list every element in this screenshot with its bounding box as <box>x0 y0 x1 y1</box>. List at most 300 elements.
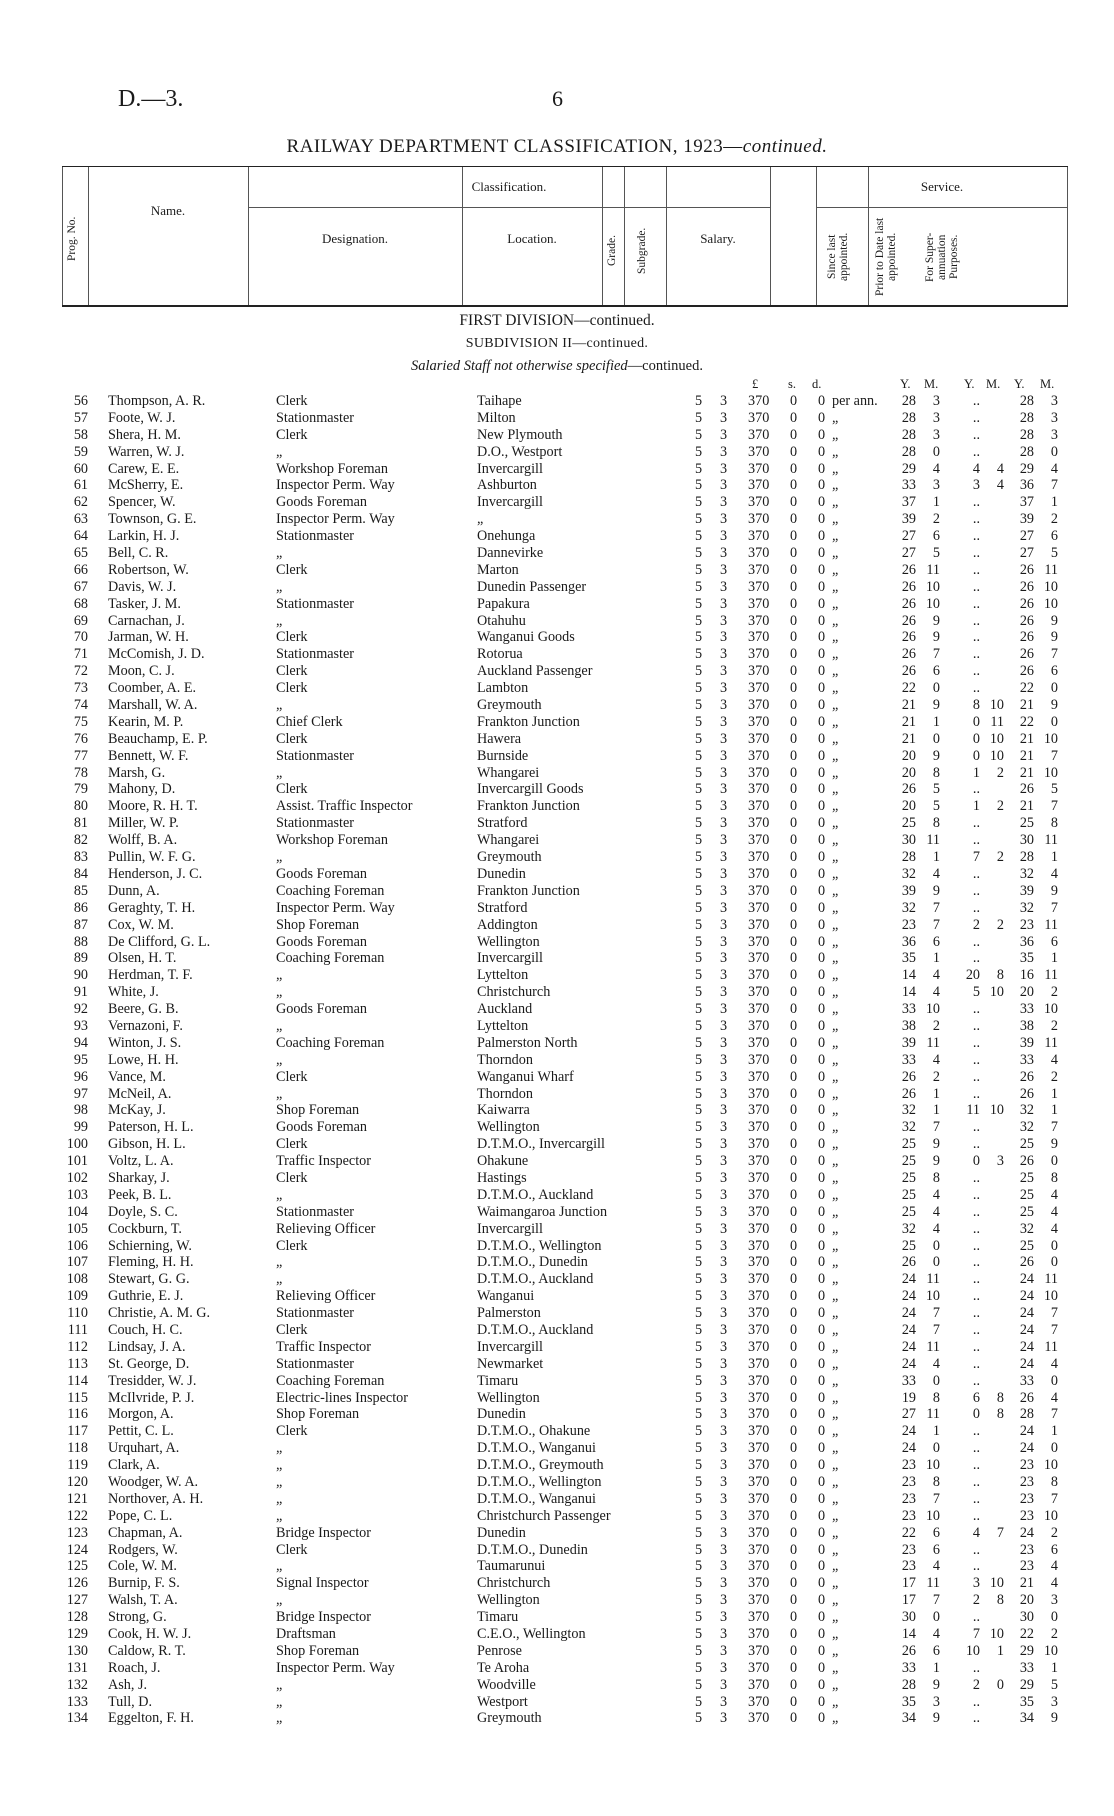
cell-salary-pounds: 370 <box>748 1169 770 1186</box>
cell-subgrade: 3 <box>720 1676 728 1693</box>
cell-salary-pounds: 370 <box>748 984 770 1001</box>
table-row <box>0 680 1114 697</box>
cell-salary-shillings: 0 <box>790 1237 798 1254</box>
cell-salary-pence: 0 <box>818 865 826 882</box>
cell-grade: 5 <box>695 967 703 984</box>
cell-salary-shillings: 0 <box>790 1642 798 1659</box>
cell-subgrade: 3 <box>720 1457 728 1474</box>
cell-designation: Shop Foreman <box>276 916 360 933</box>
cell-since-months: 11 <box>926 832 940 849</box>
cell-super-years: 21 <box>1019 697 1034 714</box>
cell-subgrade: 3 <box>720 1321 728 1338</box>
cell-name: Guthrie, E. J. <box>108 1288 184 1305</box>
cell-grade: 5 <box>695 1406 703 1423</box>
table-row <box>0 1542 1114 1559</box>
cell-location: D.T.M.O., Auckland <box>477 1186 594 1203</box>
cell-salary-period: „ <box>832 1423 839 1440</box>
cell-designation: „ <box>276 545 283 562</box>
unit-months-since: M. <box>924 377 939 391</box>
cell-location: Hawera <box>477 730 522 747</box>
cell-super-years: 28 <box>1019 1406 1034 1423</box>
cell-salary-pounds: 370 <box>748 578 770 595</box>
cell-location: Invercargill <box>477 1220 543 1237</box>
cell-subgrade: 3 <box>720 595 728 612</box>
cell-salary-pounds: 370 <box>748 528 770 545</box>
cell-since-months: 0 <box>932 1237 940 1254</box>
cell-location: Invercargill Goods <box>477 781 584 798</box>
cell-super-months: 1 <box>1050 950 1058 967</box>
cell-grade: 5 <box>695 899 703 916</box>
cell-super-months: 10 <box>1043 1507 1058 1524</box>
cell-prior-months: 10 <box>989 730 1004 747</box>
cell-since-years: 35 <box>901 950 916 967</box>
cell-name: Moore, R. H. T. <box>108 798 198 815</box>
cell-salary-shillings: 0 <box>790 1271 798 1288</box>
cell-designation: Chief Clerk <box>276 713 343 730</box>
cell-salary-shillings: 0 <box>790 528 798 545</box>
cell-super-months: 1 <box>1050 849 1058 866</box>
cell-prior-years: 2 <box>972 1676 980 1693</box>
table-row <box>0 427 1114 444</box>
cell-salary-period: „ <box>832 1507 839 1524</box>
cell-since-years: 26 <box>901 561 916 578</box>
cell-super-months: 4 <box>1050 1203 1058 1220</box>
cell-subgrade: 3 <box>720 1220 728 1237</box>
cell-since-months: 1 <box>932 1102 940 1119</box>
cell-prior-years: .. <box>972 1288 980 1305</box>
cell-super-months: 0 <box>1050 443 1058 460</box>
cell-name: Christie, A. M. G. <box>108 1305 211 1322</box>
cell-since-months: 8 <box>932 815 940 832</box>
cell-since-months: 10 <box>925 1507 940 1524</box>
cell-salary-period: „ <box>832 916 839 933</box>
cell-salary-shillings: 0 <box>790 1693 798 1710</box>
cell-grade: 5 <box>695 1575 703 1592</box>
cell-salary-period: „ <box>832 1220 839 1237</box>
header-salary: Salary. <box>700 231 736 246</box>
cell-subgrade: 3 <box>720 1575 728 1592</box>
cell-prior-years: 10 <box>965 1642 980 1659</box>
cell-prog-no: 56 <box>73 393 88 409</box>
cell-salary-pence: 0 <box>818 1203 826 1220</box>
cell-prior-months: 8 <box>996 1406 1004 1423</box>
cell-name: Schierning, W. <box>108 1237 192 1254</box>
cell-subgrade: 3 <box>720 1237 728 1254</box>
cell-grade: 5 <box>695 1001 703 1018</box>
table-row <box>0 1153 1114 1170</box>
cell-name: Morgon, A. <box>108 1406 174 1423</box>
cell-since-months: 7 <box>932 899 940 916</box>
cell-prior-years: .. <box>972 1338 980 1355</box>
cell-salary-period: „ <box>832 1338 839 1355</box>
cell-super-years: 23 <box>1019 1474 1034 1490</box>
table-row <box>0 883 1114 900</box>
cell-super-months: 9 <box>1050 612 1058 629</box>
cell-since-months: 5 <box>932 781 940 798</box>
cell-name: Vernazoni, F. <box>108 1017 183 1034</box>
cell-salary-period: „ <box>832 511 839 528</box>
cell-prog-no: 80 <box>73 798 88 815</box>
cell-location: Penrose <box>477 1642 522 1659</box>
cell-prog-no: 91 <box>73 984 88 1001</box>
table-row <box>0 1592 1114 1609</box>
cell-since-months: 0 <box>932 1440 940 1457</box>
cell-super-months: 7 <box>1050 1321 1058 1338</box>
cell-salary-shillings: 0 <box>790 1102 798 1119</box>
cell-since-years: 28 <box>901 426 916 443</box>
cell-designation: Inspector Perm. Way <box>276 477 395 494</box>
cell-since-years: 23 <box>901 1507 916 1524</box>
cell-prior-years: 7 <box>972 849 980 866</box>
cell-prog-no: 111 <box>67 1321 88 1338</box>
cell-prior-years: .. <box>972 1457 980 1474</box>
cell-prior-years: 8 <box>972 697 980 714</box>
cell-name: Marsh, G. <box>108 764 166 781</box>
cell-salary-period: „ <box>832 950 839 967</box>
cell-subgrade: 3 <box>720 1305 728 1322</box>
cell-salary-shillings: 0 <box>790 1288 798 1305</box>
cell-salary-period: „ <box>832 1693 839 1710</box>
cell-salary-pounds: 370 <box>748 612 770 629</box>
cell-prior-years: .. <box>972 1119 980 1136</box>
cell-grade: 5 <box>695 612 703 629</box>
header-designation: Designation. <box>321 231 389 246</box>
cell-salary-shillings: 0 <box>790 1626 798 1643</box>
cell-designation: „ <box>276 1710 283 1727</box>
cell-super-years: 16 <box>1019 967 1034 984</box>
cell-location: Westport <box>477 1693 528 1710</box>
cell-since-months: 11 <box>926 1034 940 1051</box>
cell-prior-years: .. <box>972 1001 980 1018</box>
cell-salary-pence: 0 <box>818 1474 826 1490</box>
cell-designation: Clerk <box>276 1237 308 1254</box>
table-row <box>0 697 1114 714</box>
cell-super-months: 0 <box>1050 1237 1058 1254</box>
cell-since-years: 36 <box>901 933 916 950</box>
cell-prior-years: .. <box>972 933 980 950</box>
cell-location: D.T.M.O., Wellington <box>477 1474 602 1490</box>
cell-salary-pounds: 370 <box>748 595 770 612</box>
cell-prog-no: 73 <box>73 680 88 697</box>
cell-super-months: 11 <box>1044 1034 1058 1051</box>
cell-salary-pounds: 370 <box>748 1220 770 1237</box>
cell-salary-period: „ <box>832 629 839 646</box>
cell-designation: Coaching Foreman <box>276 950 385 967</box>
cell-name: McNeil, A. <box>108 1085 172 1102</box>
cell-designation: „ <box>276 1051 283 1068</box>
table-row <box>0 477 1114 494</box>
cell-prior-years: .. <box>972 1017 980 1034</box>
cell-prog-no: 125 <box>66 1558 88 1575</box>
cell-salary-pounds: 370 <box>748 1288 770 1305</box>
table-row <box>0 1238 1114 1255</box>
cell-salary-pounds: 370 <box>748 646 770 663</box>
division-heading: FIRST DIVISION—continued. <box>459 312 655 329</box>
cell-since-months: 3 <box>932 1693 940 1710</box>
cell-salary-pounds: 370 <box>748 899 770 916</box>
cell-grade: 5 <box>695 1541 703 1558</box>
cell-prior-years: 1 <box>972 798 980 815</box>
cell-prog-no: 81 <box>73 815 88 832</box>
cell-location: Auckland Passenger <box>477 663 593 680</box>
cell-designation: Goods Foreman <box>276 494 368 511</box>
cell-prior-years: .. <box>972 1186 980 1203</box>
cell-designation: Signal Inspector <box>276 1575 369 1592</box>
cell-grade: 5 <box>695 747 703 764</box>
cell-prog-no: 124 <box>66 1541 88 1558</box>
cell-name: Bell, C. R. <box>108 545 169 562</box>
cell-super-months: 2 <box>1050 1524 1058 1541</box>
cell-since-months: 10 <box>925 1001 940 1018</box>
cell-designation: „ <box>276 1457 283 1474</box>
cell-since-years: 32 <box>901 899 916 916</box>
cell-location: D.T.M.O., Invercargill <box>477 1136 605 1153</box>
cell-salary-period: „ <box>832 1575 839 1592</box>
cell-prior-years: 2 <box>972 1592 980 1609</box>
cell-salary-pence: 0 <box>818 1051 826 1068</box>
cell-salary-pence: 0 <box>818 849 826 866</box>
table-row <box>0 1221 1114 1238</box>
cell-subgrade: 3 <box>720 984 728 1001</box>
cell-prog-no: 114 <box>67 1372 88 1389</box>
cell-location: Wanganui Wharf <box>477 1068 574 1085</box>
table-row <box>0 984 1114 1001</box>
cell-super-years: 39 <box>1019 882 1034 899</box>
cell-subgrade: 3 <box>720 747 728 764</box>
cell-salary-period: „ <box>832 1710 839 1727</box>
cell-grade: 5 <box>695 1558 703 1575</box>
cell-designation: Workshop Foreman <box>276 832 388 849</box>
cell-super-months: 2 <box>1050 1626 1058 1643</box>
cell-subgrade: 3 <box>720 1338 728 1355</box>
header-grade: Grade. <box>606 235 618 267</box>
cell-since-months: 8 <box>932 1389 940 1406</box>
cell-since-years: 26 <box>901 646 916 663</box>
cell-grade: 5 <box>695 1642 703 1659</box>
cell-salary-pence: 0 <box>818 1423 826 1440</box>
cell-prior-months: 8 <box>996 1592 1004 1609</box>
cell-since-years: 28 <box>901 849 916 866</box>
cell-since-months: 9 <box>932 629 940 646</box>
cell-grade: 5 <box>695 1372 703 1389</box>
cell-location: Dunedin <box>477 1406 526 1423</box>
table-row <box>0 1677 1114 1694</box>
cell-since-months: 11 <box>926 1271 940 1288</box>
cell-prog-no: 112 <box>67 1338 88 1355</box>
cell-grade: 5 <box>695 815 703 832</box>
cell-location: Wanganui <box>477 1288 535 1305</box>
cell-location: Invercargill <box>477 950 543 967</box>
cell-prior-months: 11 <box>990 713 1004 730</box>
cell-salary-pence: 0 <box>818 477 826 494</box>
cell-since-years: 24 <box>901 1271 916 1288</box>
cell-salary-period: „ <box>832 443 839 460</box>
cell-location: Lyttelton <box>477 1017 529 1034</box>
cell-designation: Goods Foreman <box>276 933 368 950</box>
cell-designation: Workshop Foreman <box>276 460 388 477</box>
cell-name: Peek, B. L. <box>108 1186 172 1203</box>
cell-super-months: 11 <box>1044 561 1058 578</box>
cell-prog-no: 76 <box>73 730 88 747</box>
cell-salary-period: „ <box>832 747 839 764</box>
cell-salary-pounds: 370 <box>748 967 770 984</box>
cell-since-years: 33 <box>901 1372 916 1389</box>
cell-location: „ <box>477 511 484 528</box>
cell-salary-pounds: 370 <box>748 713 770 730</box>
cell-since-years: 25 <box>901 1237 916 1254</box>
cell-since-years: 26 <box>901 1254 916 1271</box>
cell-super-years: 24 <box>1019 1338 1034 1355</box>
cell-salary-pounds: 370 <box>748 1338 770 1355</box>
cell-prog-no: 69 <box>73 612 88 629</box>
cell-prior-months: 2 <box>996 916 1004 933</box>
cell-name: Tresidder, W. J. <box>108 1372 197 1389</box>
cell-super-months: 1 <box>1050 1102 1058 1119</box>
cell-designation: „ <box>276 984 283 1001</box>
cell-subgrade: 3 <box>720 1389 728 1406</box>
cell-salary-pounds: 370 <box>748 393 770 409</box>
cell-salary-shillings: 0 <box>790 1051 798 1068</box>
table-row <box>0 1660 1114 1677</box>
cell-super-months: 4 <box>1050 1220 1058 1237</box>
cell-super-months: 5 <box>1050 1676 1058 1693</box>
cell-grade: 5 <box>695 1507 703 1524</box>
unit-pence: d. <box>812 377 822 391</box>
cell-grade: 5 <box>695 1423 703 1440</box>
cell-salary-pounds: 370 <box>748 1474 770 1490</box>
cell-salary-period: „ <box>832 1068 839 1085</box>
cell-salary-pence: 0 <box>818 1119 826 1136</box>
cell-salary-period: „ <box>832 477 839 494</box>
cell-designation: Inspector Perm. Way <box>276 1659 395 1676</box>
cell-grade: 5 <box>695 1153 703 1170</box>
cell-subgrade: 3 <box>720 1017 728 1034</box>
cell-salary-shillings: 0 <box>790 1575 798 1592</box>
cell-location: D.T.M.O., Auckland <box>477 1271 594 1288</box>
cell-location: Rotorua <box>477 646 523 663</box>
cell-subgrade: 3 <box>720 1541 728 1558</box>
cell-prog-no: 106 <box>66 1237 88 1254</box>
cell-salary-period: „ <box>832 1440 839 1457</box>
cell-super-months: 4 <box>1050 1575 1058 1592</box>
header-location: Location. <box>507 231 557 246</box>
cell-location: Greymouth <box>477 1710 542 1727</box>
cell-prior-years: .. <box>972 680 980 697</box>
cell-subgrade: 3 <box>720 1001 728 1018</box>
cell-subgrade: 3 <box>720 1153 728 1170</box>
cell-salary-pence: 0 <box>818 1001 826 1018</box>
cell-name: Chapman, A. <box>108 1524 183 1541</box>
cell-super-months: 4 <box>1050 1355 1058 1372</box>
cell-subgrade: 3 <box>720 629 728 646</box>
cell-super-months: 9 <box>1050 1710 1058 1727</box>
cell-name: Kearin, M. P. <box>108 713 184 730</box>
cell-location: D.T.M.O., Greymouth <box>477 1457 604 1474</box>
cell-super-years: 26 <box>1019 781 1034 798</box>
cell-salary-shillings: 0 <box>790 1659 798 1676</box>
cell-super-years: 26 <box>1019 578 1034 595</box>
cell-grade: 5 <box>695 1271 703 1288</box>
cell-since-years: 14 <box>901 967 916 984</box>
cell-salary-pounds: 370 <box>748 1119 770 1136</box>
cell-since-years: 25 <box>901 1153 916 1170</box>
cell-subgrade: 3 <box>720 1474 728 1490</box>
cell-grade: 5 <box>695 1592 703 1609</box>
cell-subgrade: 3 <box>720 511 728 528</box>
cell-name: Foote, W. J. <box>108 409 176 426</box>
staff-heading-italic: Salaried Staff not otherwise specified <box>411 358 628 374</box>
cell-location: Lambton <box>477 680 529 697</box>
table-row <box>0 1440 1114 1457</box>
cell-since-months: 7 <box>932 1305 940 1322</box>
cell-location: Frankton Junction <box>477 882 580 899</box>
cell-super-years: 20 <box>1019 1592 1034 1609</box>
cell-prior-years: .. <box>972 1136 980 1153</box>
cell-super-months: 7 <box>1050 1305 1058 1322</box>
cell-prog-no: 101 <box>66 1153 88 1170</box>
cell-prog-no: 79 <box>73 781 88 798</box>
cell-since-years: 24 <box>901 1440 916 1457</box>
cell-prior-years: .. <box>972 1609 980 1626</box>
cell-prior-years: .. <box>972 1271 980 1288</box>
cell-salary-pounds: 370 <box>748 781 770 798</box>
cell-name: Geraghty, T. H. <box>108 899 196 916</box>
table-header <box>62 166 1068 307</box>
cell-salary-period: „ <box>832 1541 839 1558</box>
cell-since-months: 1 <box>932 1423 940 1440</box>
cell-name: Townson, G. E. <box>108 511 197 528</box>
table-row <box>0 410 1114 427</box>
cell-salary-pounds: 370 <box>748 747 770 764</box>
cell-since-months: 9 <box>932 1153 940 1170</box>
cell-location: Thorndon <box>477 1051 533 1068</box>
cell-subgrade: 3 <box>720 528 728 545</box>
cell-salary-pounds: 370 <box>748 1642 770 1659</box>
cell-designation: Clerk <box>276 393 308 409</box>
cell-salary-shillings: 0 <box>790 1001 798 1018</box>
cell-prior-years: .. <box>972 899 980 916</box>
cell-subgrade: 3 <box>720 1169 728 1186</box>
cell-designation: Draftsman <box>276 1626 336 1643</box>
cell-prior-months: 10 <box>989 1626 1004 1643</box>
cell-salary-pounds: 370 <box>748 1541 770 1558</box>
cell-super-years: 26 <box>1019 629 1034 646</box>
cell-grade: 5 <box>695 1609 703 1626</box>
cell-prog-no: 70 <box>73 629 88 646</box>
cell-super-months: 9 <box>1050 697 1058 714</box>
cell-salary-period: „ <box>832 409 839 426</box>
cell-since-months: 6 <box>932 1541 940 1558</box>
cell-salary-shillings: 0 <box>790 393 798 409</box>
cell-super-years: 22 <box>1019 713 1034 730</box>
cell-prior-years: .. <box>972 494 980 511</box>
cell-name: Thompson, A. R. <box>108 393 206 409</box>
cell-since-months: 1 <box>932 950 940 967</box>
cell-since-months: 0 <box>932 443 940 460</box>
cell-salary-period: „ <box>832 1626 839 1643</box>
cell-since-months: 1 <box>932 849 940 866</box>
cell-prior-months: 10 <box>989 984 1004 1001</box>
cell-subgrade: 3 <box>720 1372 728 1389</box>
cell-prior-months: 8 <box>996 967 1004 984</box>
cell-grade: 5 <box>695 1068 703 1085</box>
cell-since-months: 9 <box>932 747 940 764</box>
cell-name: Lowe, H. H. <box>108 1051 179 1068</box>
cell-prior-years: .. <box>972 511 980 528</box>
cell-location: Burnside <box>477 747 529 764</box>
cell-since-months: 9 <box>932 697 940 714</box>
table-row <box>0 1558 1114 1575</box>
